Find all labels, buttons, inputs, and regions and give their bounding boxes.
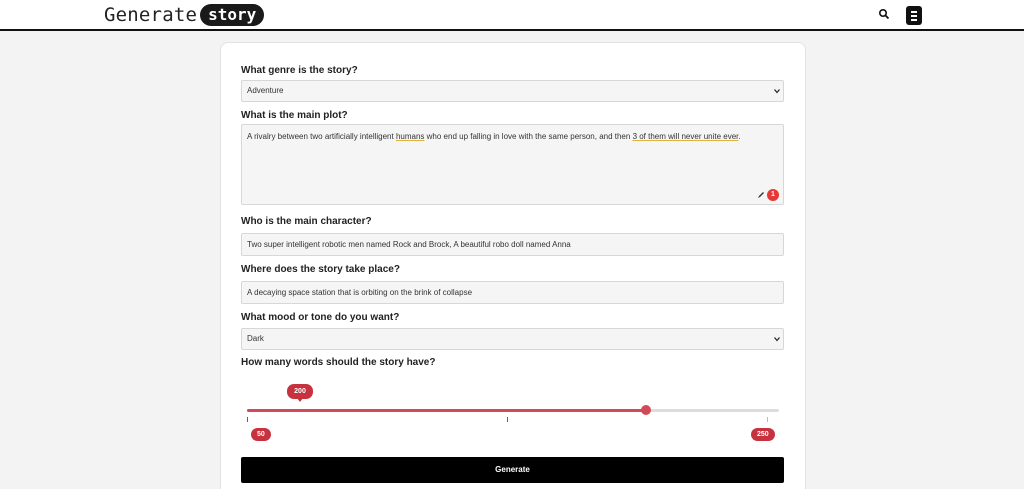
mood-value: Dark xyxy=(247,334,264,343)
slider-min-label: 50 xyxy=(251,428,271,441)
search-icon[interactable] xyxy=(878,8,890,20)
location-value: A decaying space station that is orbiting on the brink of collapse xyxy=(247,288,473,297)
plot-text-1: A rivalry between two artificially intelligent xyxy=(247,132,396,141)
logo-text: Generate xyxy=(104,4,198,26)
genre-value: Adventure xyxy=(247,86,284,95)
character-input[interactable] xyxy=(241,233,784,256)
character-value: Two super intelligent robotic men named Rock and Brock, A beautiful robo doll named Anna xyxy=(247,240,571,249)
plot-textarea[interactable] xyxy=(241,124,784,205)
word-count-label: How many words should the story have? xyxy=(241,357,436,368)
chevron-down-icon xyxy=(774,88,780,94)
pen-icon xyxy=(757,191,765,199)
location-input[interactable] xyxy=(241,281,784,304)
genre-select[interactable] xyxy=(241,80,784,102)
plot-label: What is the main plot? xyxy=(241,110,348,121)
plot-text-flagged-2[interactable]: 3 of them will never unite ever xyxy=(632,132,739,141)
grammar-count-badge[interactable]: 1 xyxy=(767,189,779,201)
slider-max-label: 250 xyxy=(751,428,775,441)
book-icon[interactable] xyxy=(906,6,922,25)
plot-text-flagged-1[interactable]: humans xyxy=(395,132,425,141)
logo-pill: story xyxy=(200,4,264,26)
logo[interactable] xyxy=(104,4,264,26)
genre-label: What genre is the story? xyxy=(241,65,358,76)
chevron-down-icon xyxy=(774,336,780,342)
slider-value-bubble: 200 xyxy=(287,384,313,399)
slider-fill xyxy=(247,409,646,412)
mood-label: What mood or tone do you want? xyxy=(241,312,400,323)
mood-select[interactable] xyxy=(241,328,784,350)
slider-tick-mid xyxy=(507,417,508,422)
plot-text-2: who end up falling in love with the same person, and then xyxy=(424,132,633,141)
word-count-slider-track[interactable] xyxy=(247,409,779,412)
generate-button[interactable]: Generate xyxy=(241,457,784,483)
slider-tick-max xyxy=(767,417,768,422)
slider-tick-min xyxy=(247,417,248,422)
character-label: Who is the main character? xyxy=(241,216,372,227)
plot-text-3: . xyxy=(738,132,741,141)
location-label: Where does the story take place? xyxy=(241,264,400,275)
slider-thumb[interactable] xyxy=(641,405,651,415)
grammar-checker[interactable] xyxy=(757,189,779,201)
top-header xyxy=(0,0,1024,31)
